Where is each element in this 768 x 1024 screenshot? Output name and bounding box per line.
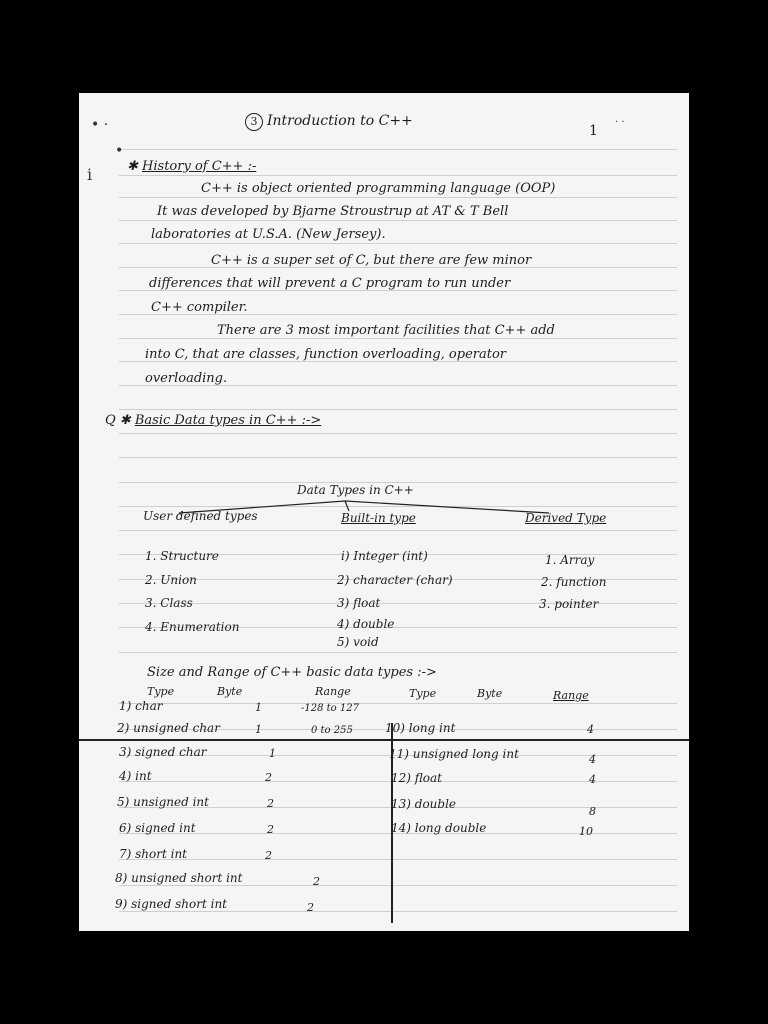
type-item: 3. Class: [145, 596, 193, 610]
history-line: overloading.: [145, 371, 228, 386]
row-type: 3) signed char: [119, 745, 207, 759]
tree-root: Data Types in C++: [297, 483, 414, 497]
row-byte: 2: [267, 823, 274, 836]
row-range: -128 to 127: [301, 703, 359, 714]
header-type: Type: [147, 685, 175, 698]
basic-types-heading: Q ✱ Basic Data types in C++ :->: [105, 413, 322, 428]
header-type: Type: [409, 687, 437, 700]
row-type: 8) unsigned short int: [115, 871, 243, 885]
header-range: Range: [553, 689, 589, 702]
row-type: 1) char: [119, 699, 163, 713]
history-line: differences that will prevent a C program to run under: [149, 276, 511, 291]
row-byte: 2: [267, 797, 274, 810]
bullet-dot: •: [115, 143, 124, 159]
ruled-line: [119, 911, 677, 912]
row-range: 0 to 255: [311, 725, 353, 736]
title-text: Introduction to C++: [267, 113, 413, 129]
header-range: Range: [315, 685, 351, 698]
type-item: 2) character (char): [337, 573, 453, 587]
tree-arrows: [79, 93, 689, 533]
row-type: 5) unsigned int: [117, 795, 209, 809]
row-byte: 4: [589, 773, 596, 786]
type-item: 1. Structure: [145, 549, 219, 563]
row-type: 12) float: [391, 771, 442, 785]
type-item: 2. Union: [145, 573, 197, 587]
history-line: laboratories at U.S.A. (New Jersey).: [151, 227, 386, 242]
row-type: 14) long double: [391, 821, 487, 835]
margin-mark: i: [87, 165, 93, 184]
row-type: 6) signed int: [119, 821, 196, 835]
row-type: 9) signed short int: [115, 897, 228, 911]
category-label: Built-in type: [341, 511, 416, 525]
history-line: into C, that are classes, function overloading, operator: [145, 347, 506, 362]
margin-dots: • ·: [91, 117, 109, 133]
type-item: 3) float: [337, 596, 381, 610]
history-line: C++ compiler.: [151, 300, 248, 315]
row-byte: 1: [269, 747, 276, 760]
page-number: 1: [589, 123, 598, 139]
row-byte: 4: [587, 723, 594, 736]
row-type: 13) double: [391, 797, 457, 811]
history-line: There are 3 most important facilities that C++ add: [217, 323, 555, 338]
size-table-heading: Size and Range of C++ basic data types :->: [147, 665, 437, 680]
history-heading: ✱ History of C++ :-: [127, 159, 257, 174]
row-type: 7) short int: [119, 847, 188, 861]
type-item: 1. Array: [545, 553, 595, 567]
row-byte: 2: [265, 849, 272, 862]
row-byte: 4: [589, 753, 596, 766]
type-item: 4. Enumeration: [145, 620, 240, 634]
row-type: 4) int: [119, 769, 152, 783]
history-line: C++ is object oriented programming language (OOP): [201, 181, 556, 196]
row-type: 2) unsigned char: [117, 721, 220, 735]
section-number: Q: [105, 413, 116, 428]
row-byte: 2: [307, 901, 314, 914]
history-line: It was developed by Bjarne Stroustrup at AT & T Bell: [157, 204, 509, 219]
row-type: 11) unsigned long int: [389, 747, 519, 761]
notebook-page: [79, 93, 689, 931]
row-byte: 1: [255, 723, 262, 736]
type-item: 4) double: [337, 617, 395, 631]
category-label: User defined types: [143, 509, 258, 523]
row-byte: 10: [579, 825, 593, 838]
row-byte: 8: [589, 805, 596, 818]
type-item: 5) void: [337, 635, 379, 649]
row-byte: 1: [255, 701, 262, 714]
header-byte: Byte: [477, 687, 503, 700]
row-byte: 2: [313, 875, 320, 888]
ruled-line: [119, 859, 677, 860]
ruled-line: [119, 703, 677, 704]
table-divider-horizontal: [79, 739, 689, 741]
type-item: i) Integer (int): [341, 549, 428, 563]
title-number: 3: [245, 113, 263, 131]
category-label: Derived Type: [525, 511, 607, 525]
header-byte: Byte: [217, 685, 243, 698]
ruled-line: [119, 885, 677, 886]
row-type: 10) long int: [385, 721, 456, 735]
ruled-line: [119, 652, 677, 653]
row-byte: 2: [265, 771, 272, 784]
history-line: C++ is a super set of C, but there are few minor: [211, 253, 532, 268]
type-item: 3. pointer: [539, 597, 599, 611]
type-item: 2. function: [541, 575, 607, 589]
corner-dots: · ·: [615, 117, 625, 128]
